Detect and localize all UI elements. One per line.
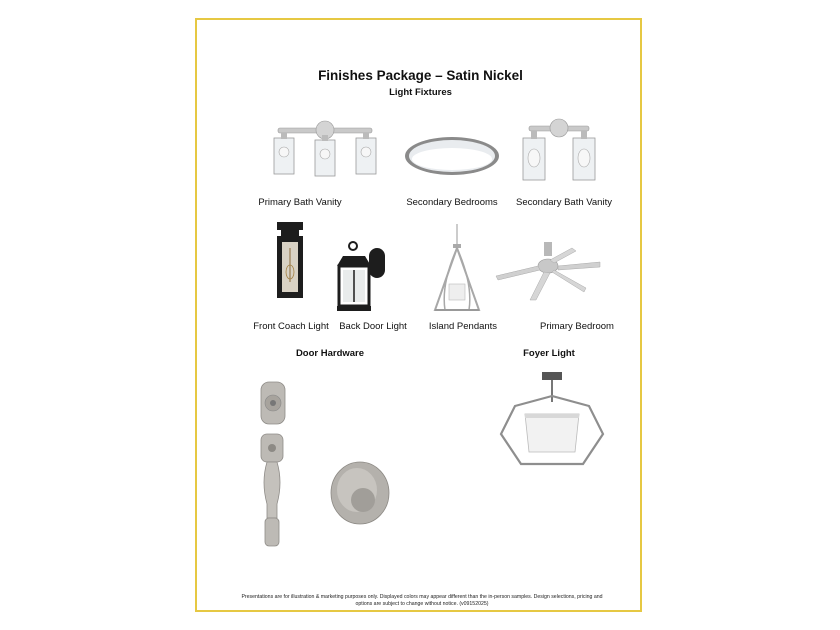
caption-front-coach-light: Front Coach Light (253, 321, 329, 332)
page-title: Finishes Package – Satin Nickel (318, 68, 523, 83)
caption-secondary-bedrooms: Secondary Bedrooms (406, 197, 498, 208)
flush-mount-light-icon (403, 135, 501, 177)
vanity-light-2-icon (519, 116, 599, 184)
vanity-light-3-icon (270, 120, 380, 180)
cage-pendant-icon (429, 224, 485, 316)
page-subtitle: Light Fixtures (389, 87, 452, 98)
footer-line-1: Presentations are for illustration & marketing purposes only. Displayed colors may appear different than the in-person samples. Design selections, pricing and (241, 594, 603, 600)
section-foyer-light: Foyer Light (523, 348, 575, 359)
door-knob-icon (329, 460, 391, 526)
caption-primary-bedroom: Primary Bedroom (540, 321, 614, 332)
finishes-sheet (195, 18, 642, 612)
semi-flush-light-icon (497, 372, 607, 472)
footer-disclaimer (217, 594, 627, 608)
deadbolt-icon (259, 380, 287, 426)
caption-back-door-light: Back Door Light (339, 321, 407, 332)
handleset-icon (259, 432, 285, 550)
caption-island-pendants: Island Pendants (428, 321, 498, 332)
ceiling-fan-icon (492, 242, 604, 302)
wall-lantern-icon (335, 240, 391, 314)
caption-secondary-bath-vanity: Secondary Bath Vanity (516, 197, 612, 208)
section-door-hardware: Door Hardware (295, 348, 365, 359)
coach-lantern-icon (275, 222, 305, 302)
caption-primary-bath-vanity: Primary Bath Vanity (258, 197, 342, 208)
footer-line-2: options are subject to change without notice. (v09152025) (355, 601, 489, 607)
